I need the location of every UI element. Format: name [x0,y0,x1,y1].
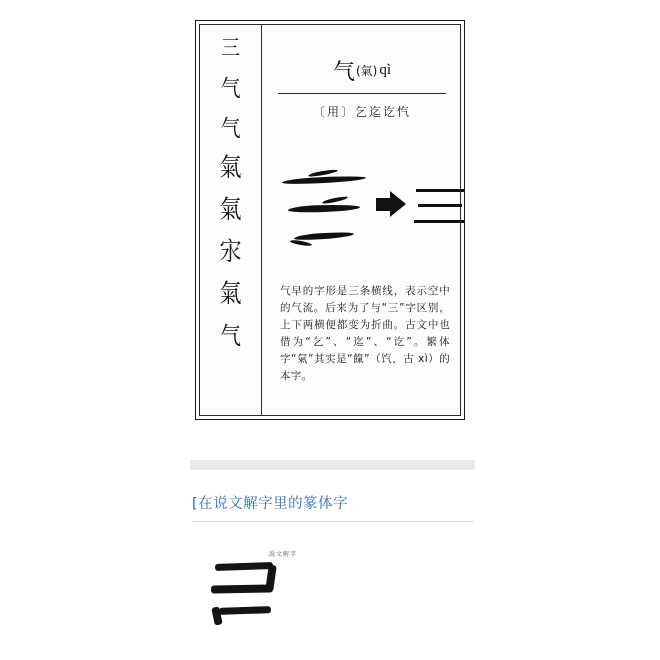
section-heading: [在说文解字里的篆体字 [192,492,474,522]
seal-glyph-8: 气 [220,322,241,350]
card-main [264,25,460,415]
headword-variant: (氣) [355,64,378,78]
seal-glyph-5: 氣 [219,196,242,225]
headword-character: 气 [332,60,356,85]
specimen-caption: 說文解字 [268,551,297,558]
script-evolution-column [200,25,262,415]
seal-glyph-2: 气 [220,74,241,102]
ancient-form-glyph [278,167,374,253]
seal-glyph-4: 氣 [219,154,242,183]
seal-glyph-6: 㲾 [219,238,242,267]
explanation-text: 气早的字形是三条横线，表示空中的气流。后来为了与“三”字区别，上下两横便都变为折曲。古文中也借为“乞”、“迄”、“讫”。繁体字“氣”其实是“餼”（饩，古 xì）的本字。 [280,285,450,382]
headword-row [264,55,460,86]
evolution-graphic [264,145,460,275]
headword-pinyin: qì [379,62,392,78]
modern-form-glyph [414,179,465,235]
usage-note: 〔用〕乞迄讫忾 [312,105,411,119]
section-divider-bar [190,460,475,470]
seal-glyph-3: 气 [220,114,241,142]
seal-glyph-1: 三 [220,35,240,61]
seal-glyph-7: 氣 [219,280,242,309]
dictionary-card [195,20,465,420]
seal-script-specimen [205,551,297,627]
headword-divider [278,93,446,94]
